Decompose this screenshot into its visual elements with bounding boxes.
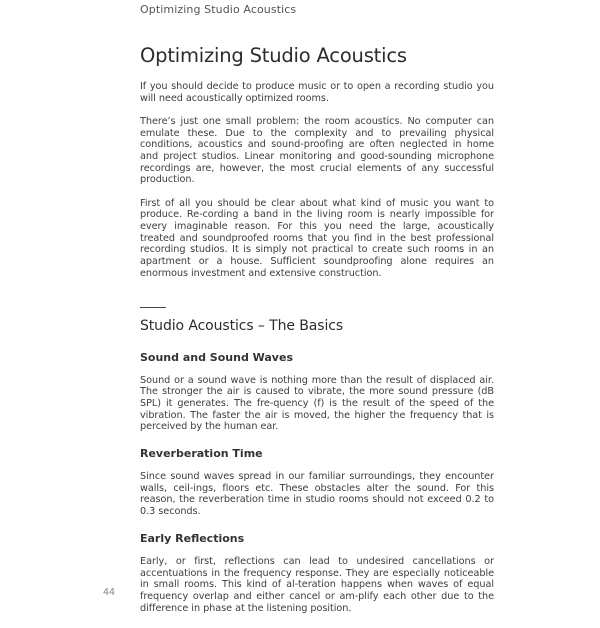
subsection-early-reflections bbox=[140, 532, 494, 615]
subsection-text: Early, or first, reflections can lead to undesired cancellations or accentuations in the frequency response. They are especially noticeable in small rooms. This kind of al-teration happens when waves of equal frequency overlap and either cancel or am-plify each other due to the difference in phase at the listening position. bbox=[140, 555, 494, 614]
subsection-title: Reverberation Time bbox=[140, 447, 263, 461]
subsection-reverberation-time bbox=[140, 447, 494, 518]
subsection-sound-waves bbox=[140, 351, 494, 434]
page-content bbox=[140, 44, 494, 628]
subsection-text: Sound or a sound wave is nothing more than the result of displaced air. The stronger the air is caused to vibrate, the more sound pressure (dB SPL) it generates. The fre-quency (f) is the result of the speed of the vibration. The faster the air is moved, the higher the frequency that is perceived by the human ear. bbox=[140, 374, 494, 433]
page-number: 44 bbox=[103, 587, 116, 598]
intro-paragraph-1: If you should decide to produce music or to open a recording studio you will need acoustically optimized rooms. bbox=[140, 81, 494, 104]
intro-paragraph-3: First of all you should be clear about what kind of music you want to produce. Re-cording a band in the living room is nearly impossible for every imaginable reason. For this you need the large, acoustically treated and soundproofed rooms that you find in the best professional recording studios. It is simply not practical to create such rooms in an apartment or a house. Sufficient soundproofing alone requires an enormous investment and extensive construction. bbox=[140, 197, 494, 279]
chapter-title: Optimizing Studio Acoustics bbox=[140, 44, 407, 67]
subsection-text: Since sound waves spread in our familiar surroundings, they encounter walls, ceil-ings, floors etc. These obstacles alter the sound. For this reason, the reverberation time in studio rooms should not exceed 0.2 to 0.3 seconds. bbox=[140, 471, 494, 518]
subsection-title: Early Reflections bbox=[140, 531, 245, 545]
intro-paragraph-2: There’s just one small problem: the room acoustics. No computer can emulate these. Due to the complexity and to prevailing physical conditions, acoustics and sound-proofing are often neglected in home and project studios. Linear monitoring and good-sounding microphone recordings are, however, the most crucial elements of any successful production. bbox=[140, 115, 494, 186]
section-title: Studio Acoustics – The Basics bbox=[140, 317, 344, 334]
section-divider bbox=[140, 307, 166, 308]
running-header: Optimizing Studio Acoustics bbox=[140, 3, 297, 16]
subsection-title: Sound and Sound Waves bbox=[140, 350, 293, 364]
